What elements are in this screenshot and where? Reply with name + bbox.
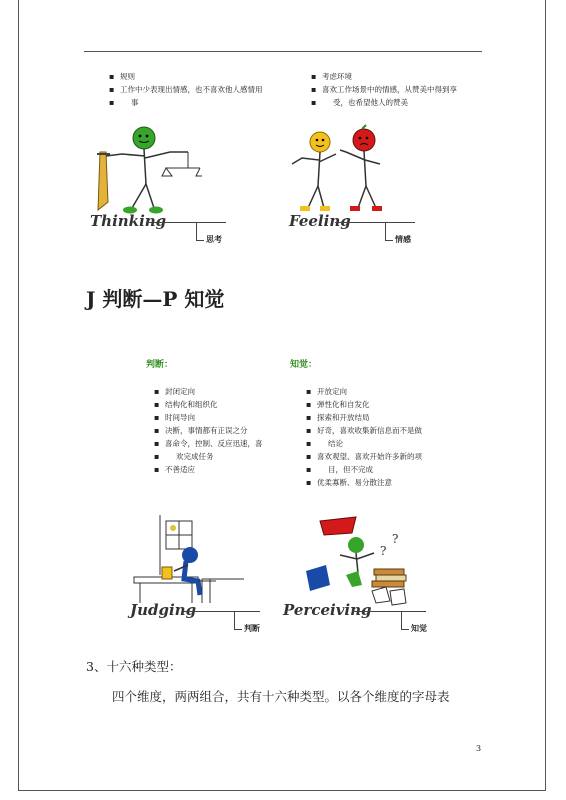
thinking-foot bbox=[196, 240, 204, 241]
judging-underline bbox=[184, 611, 260, 612]
list-item: ▪ 工作中少表现出情感，也不喜欢他人感情用 bbox=[109, 83, 289, 96]
paragraph-heading: 3、十六种类型： bbox=[86, 659, 182, 674]
perceiving-heading: 知觉： bbox=[290, 360, 318, 370]
feeling-bullets bbox=[311, 70, 491, 109]
list-item: ▪ 开放定向 bbox=[306, 385, 456, 398]
list-item: ▪ 喜命令，控制、反应迅速，喜 bbox=[154, 437, 284, 450]
thinking-label: Thinking bbox=[90, 212, 167, 230]
list-item-cont: ▪ 事 bbox=[131, 98, 139, 107]
list-item: ▪ 不善适应 bbox=[154, 463, 284, 476]
thinking-tick bbox=[196, 222, 197, 240]
page-number: 3 bbox=[476, 744, 482, 753]
judging-zh: 判断 bbox=[244, 624, 260, 633]
perceiving-underline bbox=[352, 611, 426, 612]
list-item bbox=[311, 96, 491, 109]
list-item: ▪ 探索和开放结局 bbox=[306, 411, 456, 424]
feeling-foot bbox=[385, 240, 393, 241]
list-item: ▪ 弹性化和自发化 bbox=[306, 398, 456, 411]
perceiving-label: Perceiving bbox=[283, 601, 372, 619]
list-item-cont: ▪ 受，也希望他人的赞美 bbox=[333, 98, 408, 107]
feeling-tick bbox=[385, 222, 386, 240]
feeling-underline bbox=[335, 222, 415, 223]
list-item: ▪ 封闭定向 bbox=[154, 385, 284, 398]
judging-label: Judging bbox=[130, 601, 197, 619]
header-rule bbox=[84, 51, 482, 52]
list-item: ▪ 喜欢工作场景中的情感，从赞美中得到享 bbox=[311, 83, 491, 96]
list-item bbox=[109, 96, 289, 109]
perceiving-zh: 知觉 bbox=[411, 624, 427, 633]
feeling-zh: 情感 bbox=[395, 235, 411, 244]
perceiving-foot bbox=[401, 629, 409, 630]
list-item-cont: ▪ 结论 bbox=[328, 439, 343, 448]
list-item bbox=[154, 450, 284, 463]
list-item-cont: ▪ 目，但不完成 bbox=[328, 465, 373, 474]
thinking-figure-icon bbox=[92, 124, 202, 216]
list-item: ▪ 规则 bbox=[109, 70, 289, 83]
judging-heading: 判断： bbox=[146, 360, 174, 370]
perceiving-tick bbox=[401, 611, 402, 629]
list-item: ▪ 优柔寡断、易分散注意 bbox=[306, 476, 456, 489]
list-item: ▪ 考虑环境 bbox=[311, 70, 491, 83]
list-item: ▪ 结构化和组织化 bbox=[154, 398, 284, 411]
judging-tick bbox=[234, 611, 235, 629]
svg-text:?: ? bbox=[380, 544, 387, 558]
judging-figure-icon bbox=[126, 515, 246, 607]
list-item: ▪ 时间导向 bbox=[154, 411, 284, 424]
svg-text:?: ? bbox=[392, 532, 399, 546]
thinking-underline bbox=[146, 222, 226, 223]
section-heading: J 判断—P 知觉 bbox=[86, 287, 225, 311]
thinking-zh: 思考 bbox=[206, 235, 222, 244]
list-item: ▪ 喜欢观望、喜欢开始许多新的项 bbox=[306, 450, 456, 463]
thinking-bullets bbox=[109, 70, 289, 109]
list-item bbox=[306, 463, 456, 476]
paragraph-text: 四个维度，两两组合，共有十六种类型。以各个维度的字母表 bbox=[112, 689, 450, 704]
feeling-label: Feeling bbox=[289, 212, 351, 230]
list-item-cont: ▪ 欢完成任务 bbox=[176, 452, 214, 461]
list-item: ▪ 好奇，喜欢收集新信息而不是做 bbox=[306, 424, 456, 437]
judging-bullets bbox=[154, 385, 284, 476]
feeling-figure-icon bbox=[286, 124, 396, 216]
list-item bbox=[306, 437, 456, 450]
list-item: ▪ 决断，事情都有正误之分 bbox=[154, 424, 284, 437]
judging-foot bbox=[234, 629, 242, 630]
perceiving-figure-icon bbox=[300, 515, 420, 607]
perceiving-bullets bbox=[306, 385, 456, 489]
